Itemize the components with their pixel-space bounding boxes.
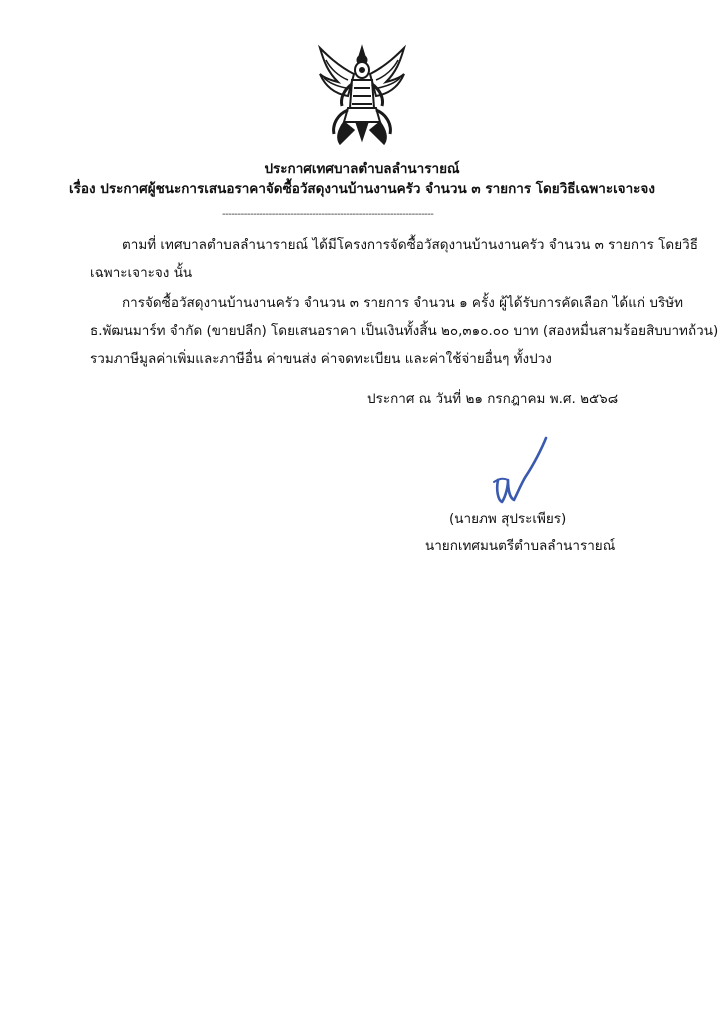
paragraph-2-line-2: ธ.พัฒนมาร์ท จำกัด (ขายปลีก) โดยเสนอราคา เป็นเงินทั้งสิ้น ๒๐,๓๑๐.๐๐ บาท (สองหมื่นสามร้อยสิบบาทถ้วน) — [90, 323, 719, 339]
paragraph-1-line-2: เฉพาะเจาะจง นั้น — [90, 265, 193, 281]
signer-name: (นายภพ สุประเพียร) — [449, 511, 567, 527]
paragraph-2-line-1: การจัดซื้อวัสดุงานบ้านงานครัว จำนวน ๓ รายการ จำนวน ๑ ครั้ง ผู้ได้รับการคัดเลือก ได้แก่ บริษัท — [122, 295, 683, 311]
announcement-title: ประกาศเทศบาลตำบลลำนารายณ์ — [264, 161, 460, 177]
paragraph-1-line-1: ตามที่ เทศบาลตำบลลำนารายณ์ ได้มีโครงการจัดซื้อวัสดุงานบ้านงานครัว จำนวน ๓ รายการ โดยวิธี — [122, 237, 698, 253]
separator-line: -------------------------------------------------------------------- — [222, 209, 434, 220]
signer-title: นายกเทศมนตรีตำบลลำนารายณ์ — [425, 538, 616, 554]
garuda-emblem-icon — [318, 44, 406, 146]
paragraph-2-line-3: รวมภาษีมูลค่าเพิ่มและภาษีอื่น ค่าขนส่ง ค่าจดทะเบียน และค่าใช้จ่ายอื่นๆ ทั้งปวง — [90, 351, 552, 367]
announcement-date: ประกาศ ณ วันที่ ๒๑ กรกฎาคม พ.ศ. ๒๕๖๘ — [367, 391, 619, 407]
handwritten-signature-icon — [486, 436, 552, 508]
announcement-subject: เรื่อง ประกาศผู้ชนะการเสนอราคาจัดซื้อวัสดุงานบ้านงานครัว จำนวน ๓ รายการ โดยวิธีเฉพาะเจาะจง — [69, 181, 655, 197]
